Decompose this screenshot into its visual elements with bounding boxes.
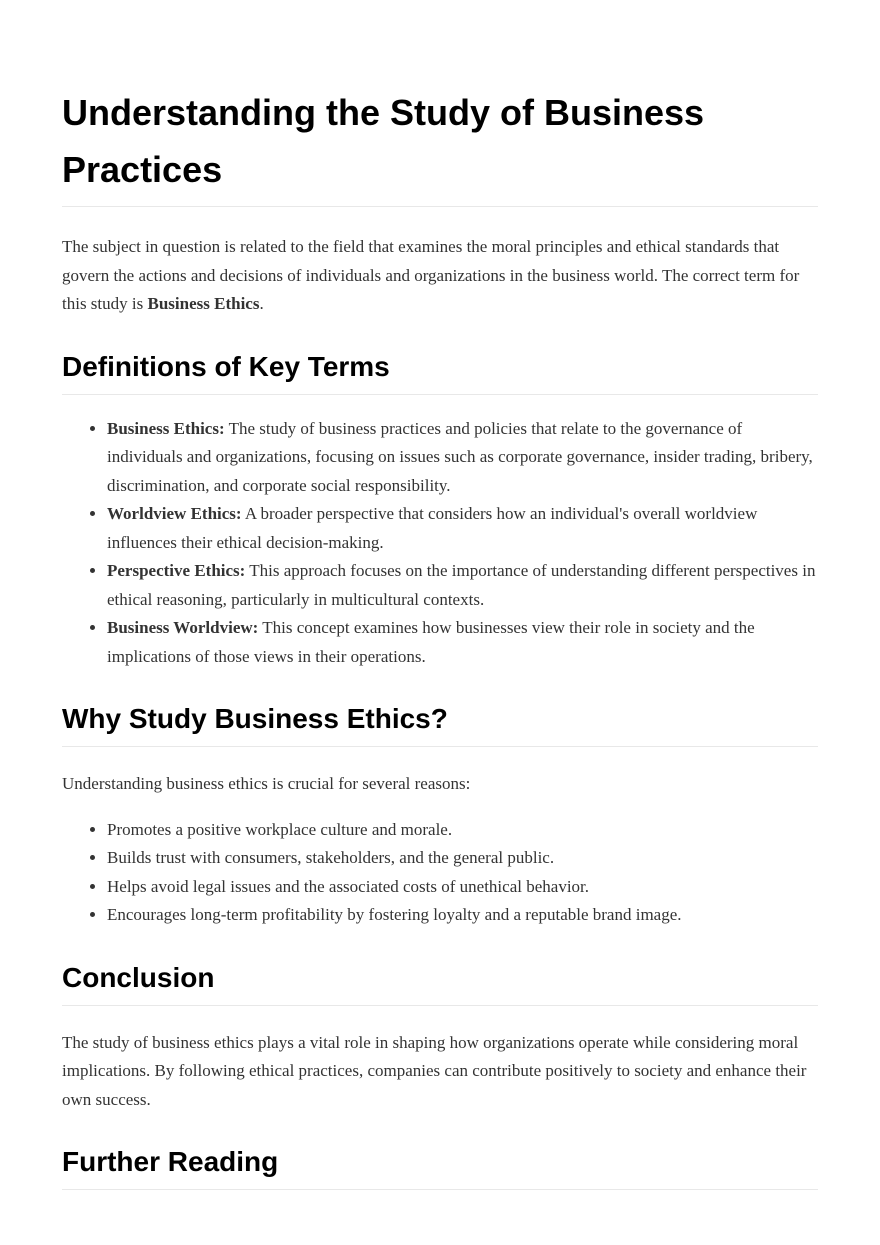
definition-text: A broader perspective that considers how an individual's overall worldview influences their ethical decision-making. <box>107 504 758 552</box>
definition-item <box>107 415 818 501</box>
definition-item <box>107 557 818 614</box>
definition-term: Perspective Ethics: <box>107 561 246 580</box>
why-heading: Why Study Business Ethics? <box>62 701 818 747</box>
reason-item: • Builds trust with consumers, stakeholders, and the general public. <box>107 844 818 873</box>
definition-text: This approach focuses on the importance of understanding different perspectives in ethical reasoning, particularly in multicultural contexts. <box>107 561 816 609</box>
reason-item: • Helps avoid legal issues and the associated costs of unethical behavior. <box>107 873 818 902</box>
definition-term: Worldview Ethics: <box>107 504 242 523</box>
intro-text: The subject in question is related to the field that examines the moral principles and ethical standards that govern the actions and decisions of individuals and organizations in the business world. The correct term for this study is <box>62 237 800 313</box>
definitions-list <box>62 415 818 672</box>
conclusion-heading: Conclusion <box>62 960 818 1006</box>
definition-item <box>107 614 818 671</box>
definition-text: The study of business practices and policies that relate to the governance of individuals and organizations, focusing on issues such as corporate governance, insider trading, bribery, discrimination, and corporate social responsibility. <box>107 418 813 495</box>
definition-term: Business Worldview: <box>107 618 259 637</box>
reason-item: • Promotes a positive workplace culture and morale. <box>107 816 818 845</box>
why-intro: Understanding business ethics is crucial for several reasons: <box>62 774 471 793</box>
intro-term: Business Ethics <box>147 294 260 313</box>
intro-text-end: . <box>259 294 264 313</box>
intro-paragraph <box>62 233 818 319</box>
definition-term: Business Ethics: <box>107 418 225 438</box>
definitions-heading: Definitions of Key Terms <box>62 349 818 395</box>
further-reading-heading: Further Reading <box>62 1144 818 1190</box>
definition-item <box>107 500 818 557</box>
reason-item: • Encourages long-term profitability by fostering loyalty and a reputable brand image. <box>107 901 818 930</box>
definition-text: This concept examines how businesses view their role in society and the implications of those views in their operations. <box>107 618 755 666</box>
conclusion-paragraph: The study of business ethics plays a vital role in shaping how organizations operate while considering moral implications. By following ethical practices, companies can contribute positively to society and enhance their own success. <box>62 1032 807 1109</box>
reasons-list <box>62 816 818 930</box>
page-title: Understanding the Study of Business Practices <box>62 84 818 207</box>
